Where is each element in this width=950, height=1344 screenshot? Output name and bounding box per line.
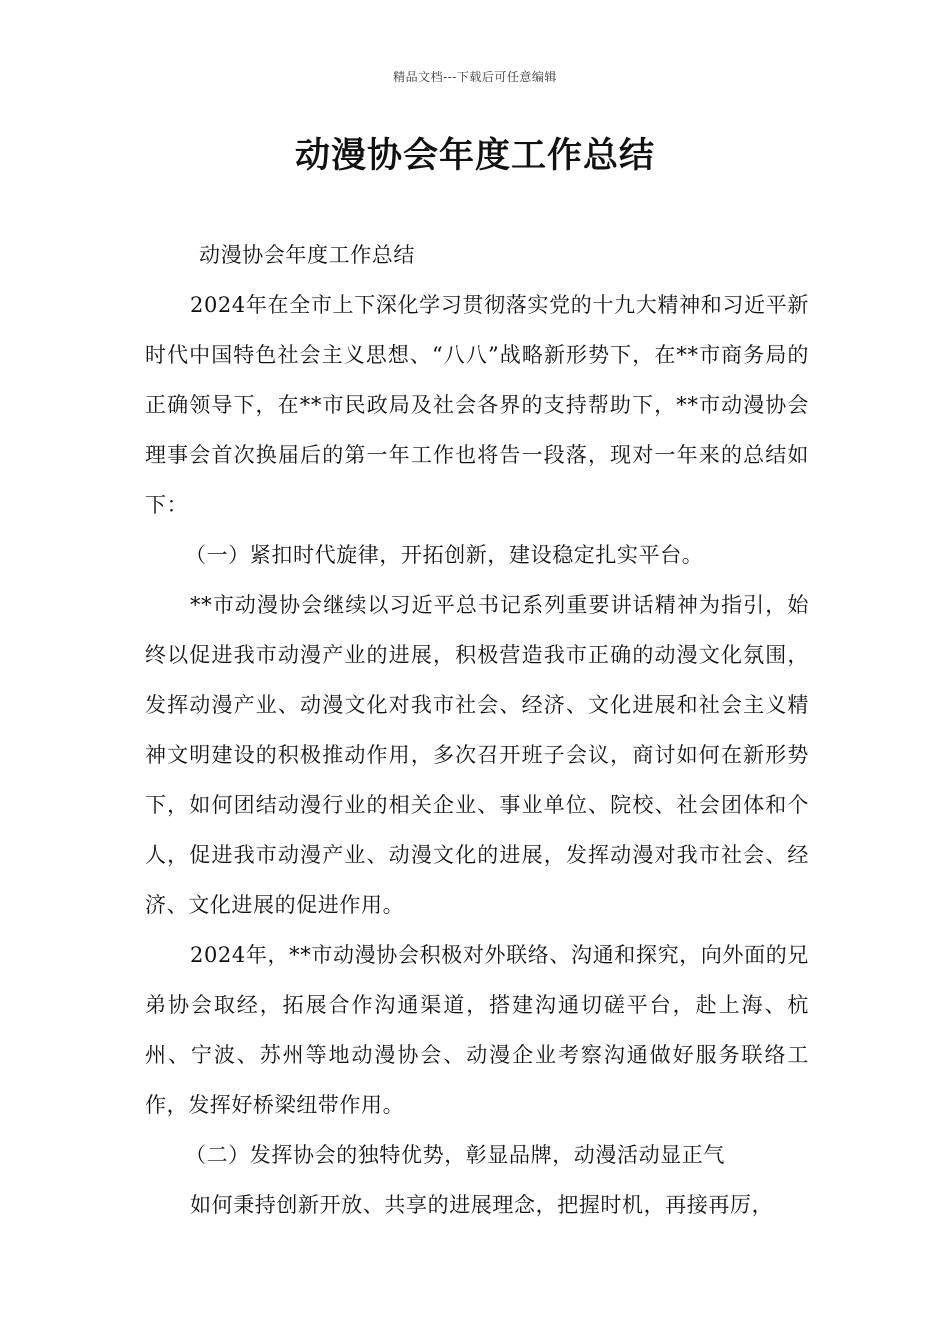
paragraph-section-1-b: 2024年，**市动漫协会积极对外联络、沟通和探究，向外面的兄弟协会取经，拓展合作沟通渠道，搭建沟通切磋平台，赴上海、杭州、宁波、苏州等地动漫协会、动漫企业考察沟通做好服务联络工作，发挥好桥梁纽带作用。	[145, 943, 809, 1117]
paragraph-section-2-a: 如何秉持创新开放、共享的进展理念，把握时机，再接再厉，	[190, 1193, 774, 1217]
section-heading-2: （二）发挥协会的独特优势，彰显品牌，动漫活动显正气	[185, 1143, 725, 1167]
document-subtitle: 动漫协会年度工作总结	[199, 243, 415, 267]
paragraph-intro: 2024年在全市上下深化学习贯彻落实党的十九大精神和习近平新时代中国特色社会主义思想、“八八”战略新形势下，在**市商务局的正确领导下，在**市民政局及社会各界的支持帮助下，**市动漫协会理事会首次换届后的第一年工作也将告一段落，现对一年来的总结如下：	[145, 293, 809, 517]
document-title: 动漫协会年度工作总结	[294, 136, 655, 176]
document-body	[145, 230, 809, 1230]
section-heading-1: （一）紧扣时代旋律，开拓创新，建设稳定扎实平台。	[185, 543, 704, 567]
header-note: 精品文档---下载后可任意编辑	[393, 70, 557, 84]
paragraph-section-1-a: **市动漫协会继续以习近平总书记系列重要讲话精神为指引，始终以促进我市动漫产业的进展，积极营造我市正确的动漫文化氛围，发挥动漫产业、动漫文化对我市社会、经济、文化进展和社会主义精神文明建设的积极推动作用，多次召开班子会议，商讨如何在新形势下，如何团结动漫行业的相关企业、事业单位、院校、社会团体和个人，促进我市动漫产业、动漫文化的进展，发挥动漫对我市社会、经济、文化进展的促进作用。	[145, 593, 809, 917]
